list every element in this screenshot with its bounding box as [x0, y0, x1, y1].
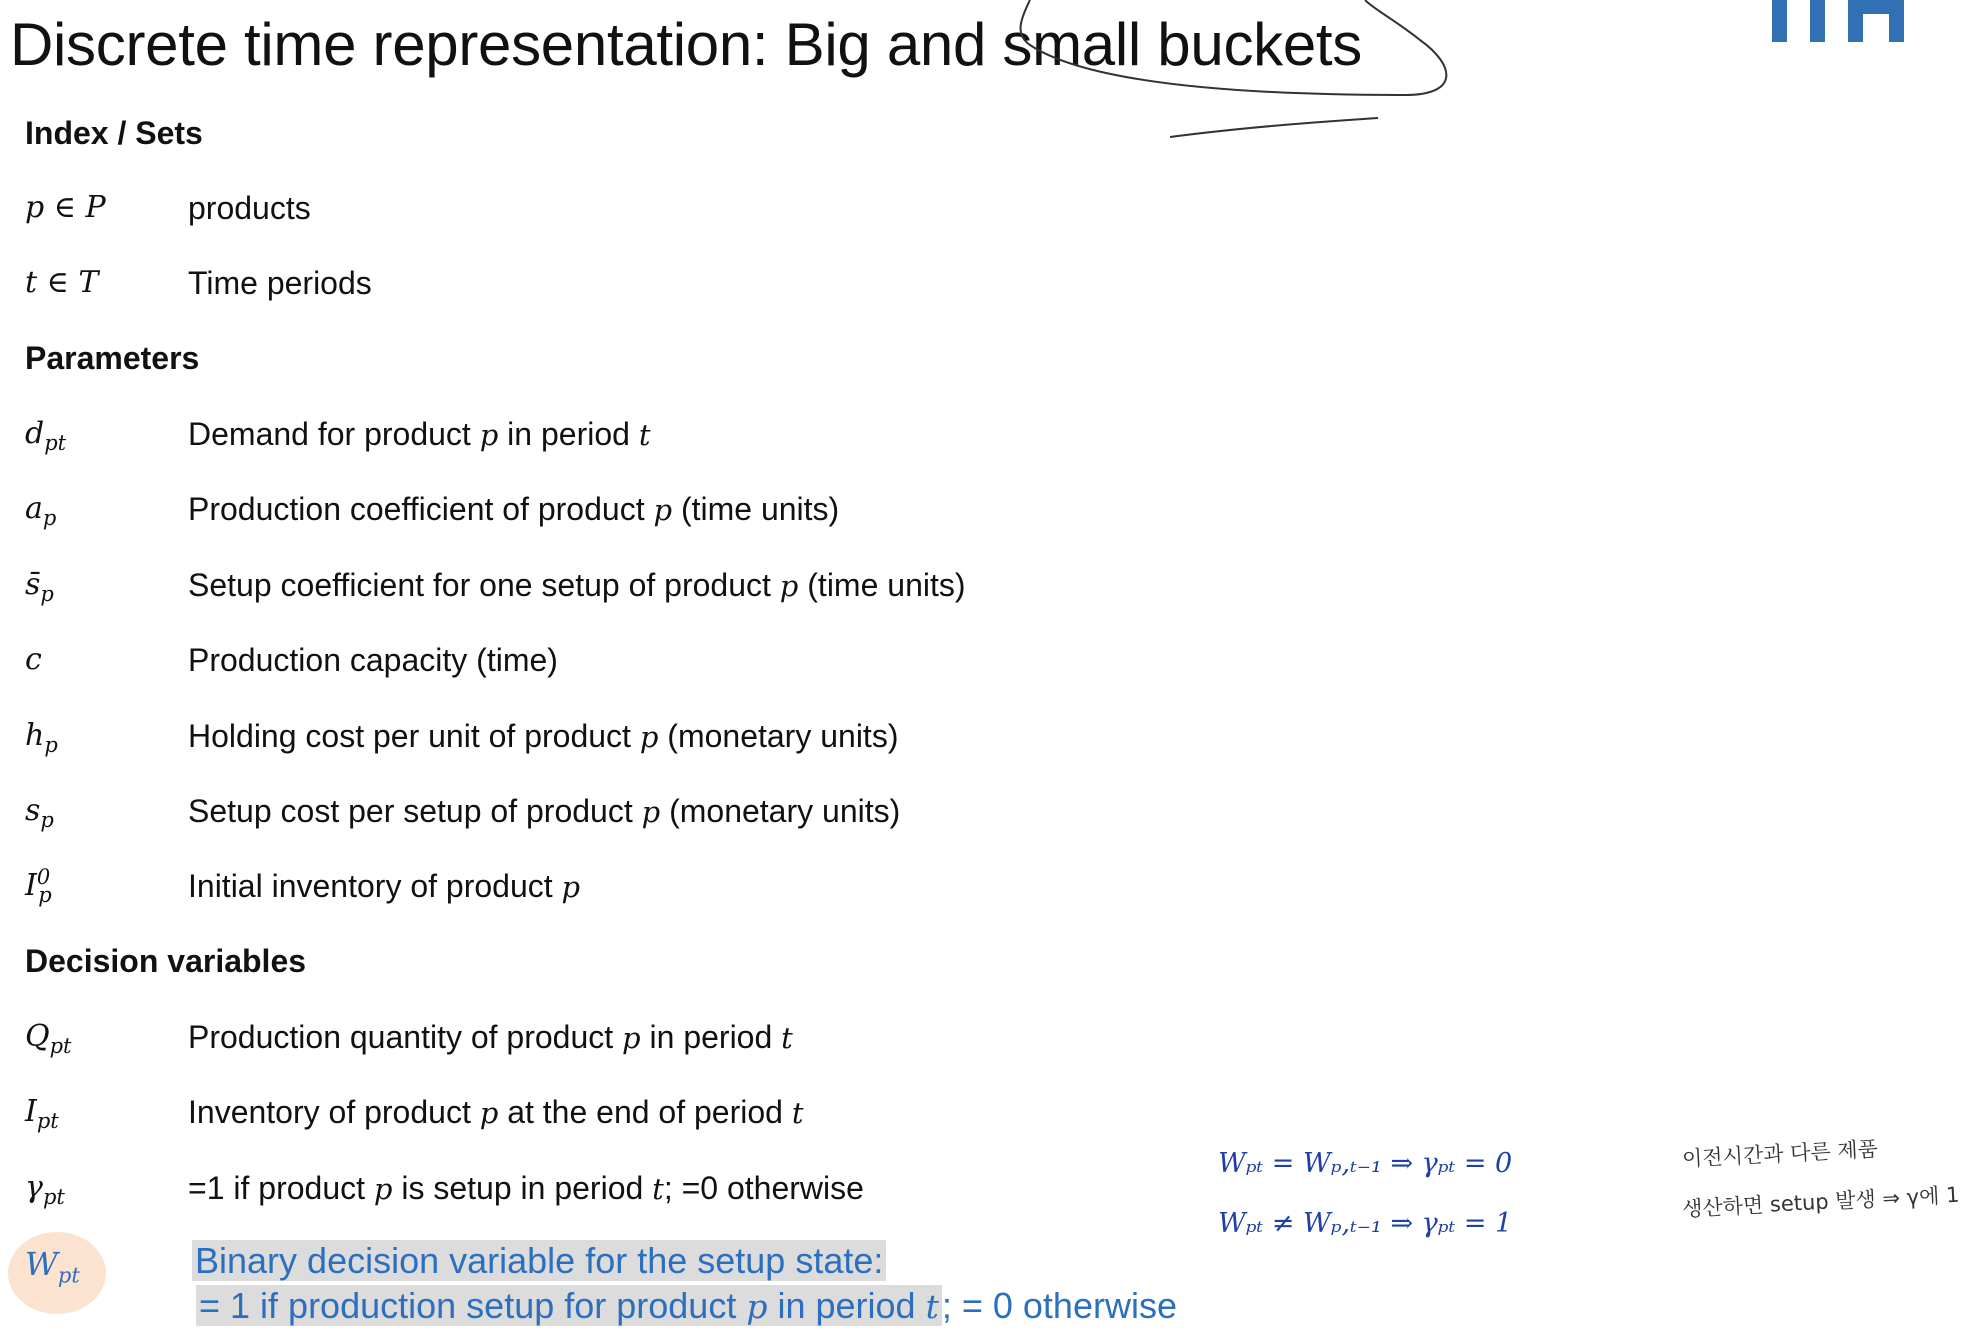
decision-symbol: $Q_{pt}$ [25, 1019, 72, 1058]
param-row [25, 793, 1175, 853]
param-row [25, 642, 1175, 702]
decision-row [25, 1170, 1175, 1230]
decision-symbol: $\gamma_{pt}$ [25, 1170, 65, 1209]
param-symbol: $s̄_p$ [25, 567, 54, 606]
binary-symbol: $W_{pt}$ [25, 1245, 80, 1288]
handwritten-equation-same: Wₚₜ = Wₚ,ₜ₋₁ ⇒ γₚₜ = 0 [1218, 1148, 1513, 1179]
set-row-periods [25, 265, 1175, 325]
param-description: Initial inventory of product p [188, 868, 581, 904]
param-description: Production coefficient of product p (time units) [188, 491, 840, 527]
param-description: Setup cost per setup of product p (monetary units) [188, 793, 901, 829]
handwritten-korean-note-1: 이전시간과 다른 제품 [1681, 1136, 1879, 1172]
section-index-sets: Index / Sets [25, 115, 203, 151]
set-symbol: t ∈ T [25, 265, 99, 300]
handwritten-equation-different: Wₚₜ ≠ Wₚ,ₜ₋₁ ⇒ γₚₜ = 1 [1218, 1208, 1513, 1239]
section-parameters: Parameters [25, 340, 200, 376]
param-description: Demand for product p in period t [188, 416, 651, 452]
param-row [25, 865, 1175, 928]
decision-description: Production quantity of product p in period t [188, 1019, 793, 1055]
handwritten-korean-note-2: 생산하면 setup 발생 ⇒ γ에 1 [1681, 1182, 1960, 1222]
set-description: Time periods [188, 265, 372, 301]
param-description: Holding cost per unit of product p (monetary units) [188, 718, 899, 754]
param-description: Setup coefficient for one setup of product p (time units) [188, 567, 966, 603]
param-symbol: $d_{pt}$ [25, 416, 67, 455]
param-row [25, 718, 1175, 778]
set-row-products [25, 190, 1175, 250]
param-symbol: $h_p$ [25, 718, 58, 757]
underline-scribble [1170, 118, 1378, 137]
decision-description: =1 if product p is setup in period t; =0 otherwise [188, 1170, 864, 1206]
decision-row [25, 1094, 1175, 1154]
param-symbol: c [25, 642, 42, 677]
param-symbol: $I^0_p$ [25, 865, 52, 907]
set-description: products [188, 190, 311, 226]
param-row [25, 416, 1175, 476]
param-symbol: $a_p$ [25, 491, 57, 530]
param-description: Production capacity (time) [188, 642, 558, 678]
decision-symbol: $I_{pt}$ [25, 1094, 59, 1133]
page-title: Discrete time representation: Big and small buckets [10, 11, 1362, 78]
section-decision-variables: Decision variables [25, 943, 307, 979]
binary-description-line2: = 1 if production setup for product p in period t; = 0 otherwise [196, 1285, 1177, 1327]
decision-row [25, 1019, 1175, 1079]
param-row [25, 491, 1175, 551]
set-symbol: p ∈ P [25, 190, 106, 225]
decision-description: Inventory of product p at the end of period t [188, 1094, 804, 1130]
param-symbol: $s_p$ [25, 793, 54, 832]
param-row [25, 567, 1175, 627]
tum-logo [1772, 0, 1904, 42]
binary-description-line1: Binary decision variable for the setup state: [192, 1240, 886, 1282]
